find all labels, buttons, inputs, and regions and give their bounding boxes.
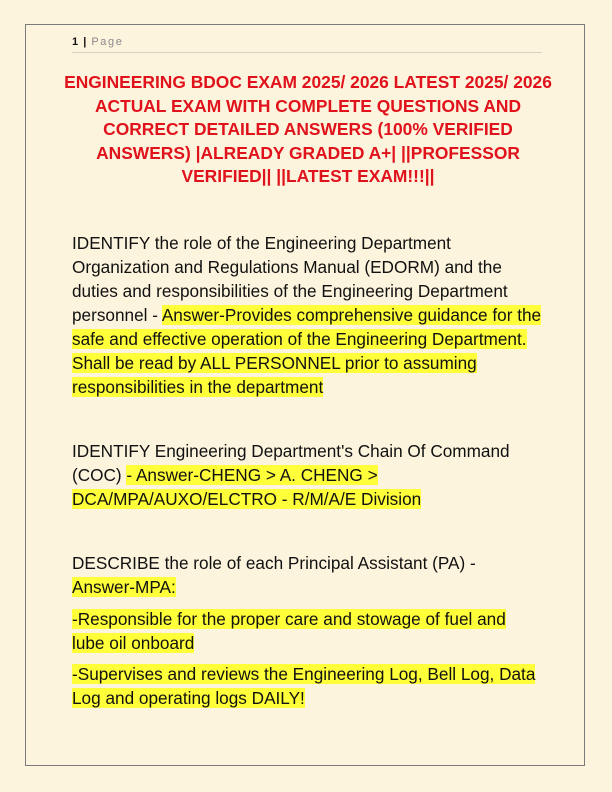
question-text: IDENTIFY the role of the Engineering Department Organization and Regulations Manual (EDORM) and the duties and responsibilities of the Engineering Department personnel - [72,233,508,325]
page-number: 1 [72,36,79,48]
question-text: IDENTIFY Engineering Department's Chain Of Command (COC) [72,441,510,485]
answer-highlight: Answer-Provides comprehensive guidance for the safe and effective operation of the Engineering Department. Shall be read by ALL PERSONNEL prior to assuming responsibilities in the department [72,305,542,397]
answer-highlight: -Responsible for the proper care and stowage of fuel and lube oil onboard [72,609,506,653]
question-item [72,439,542,511]
answer-highlight: Answer-MPA: [72,577,176,597]
question-text: DESCRIBE the role of each Principal Assistant (PA) - [72,553,476,573]
page-header [72,35,542,53]
document-title: ENGINEERING BDOC EXAM 2025/ 2026 LATEST 2025/ 2026 ACTUAL EXAM WITH COMPLETE QUESTIONS AND CORRECT DETAILED ANSWERS (100% VERIFIED ANSWERS) |ALREADY GRADED A+| ||PROFESSOR VERIFIED|| ||LATEST EXAM!!!|| [64,72,552,186]
page-separator: | [83,36,87,48]
question-item [72,231,542,399]
question-item [72,551,542,599]
answer-detail [72,607,542,655]
answer-highlight: -Supervises and reviews the Engineering Log, Bell Log, Data Log and operating logs DAILY! [72,664,536,708]
page-label: Page [91,36,124,48]
answer-highlight: - Answer-CHENG > A. CHENG > DCA/MPA/AUXO/ELCTRO - R/M/A/E Division [72,465,422,509]
answer-detail [72,662,542,710]
